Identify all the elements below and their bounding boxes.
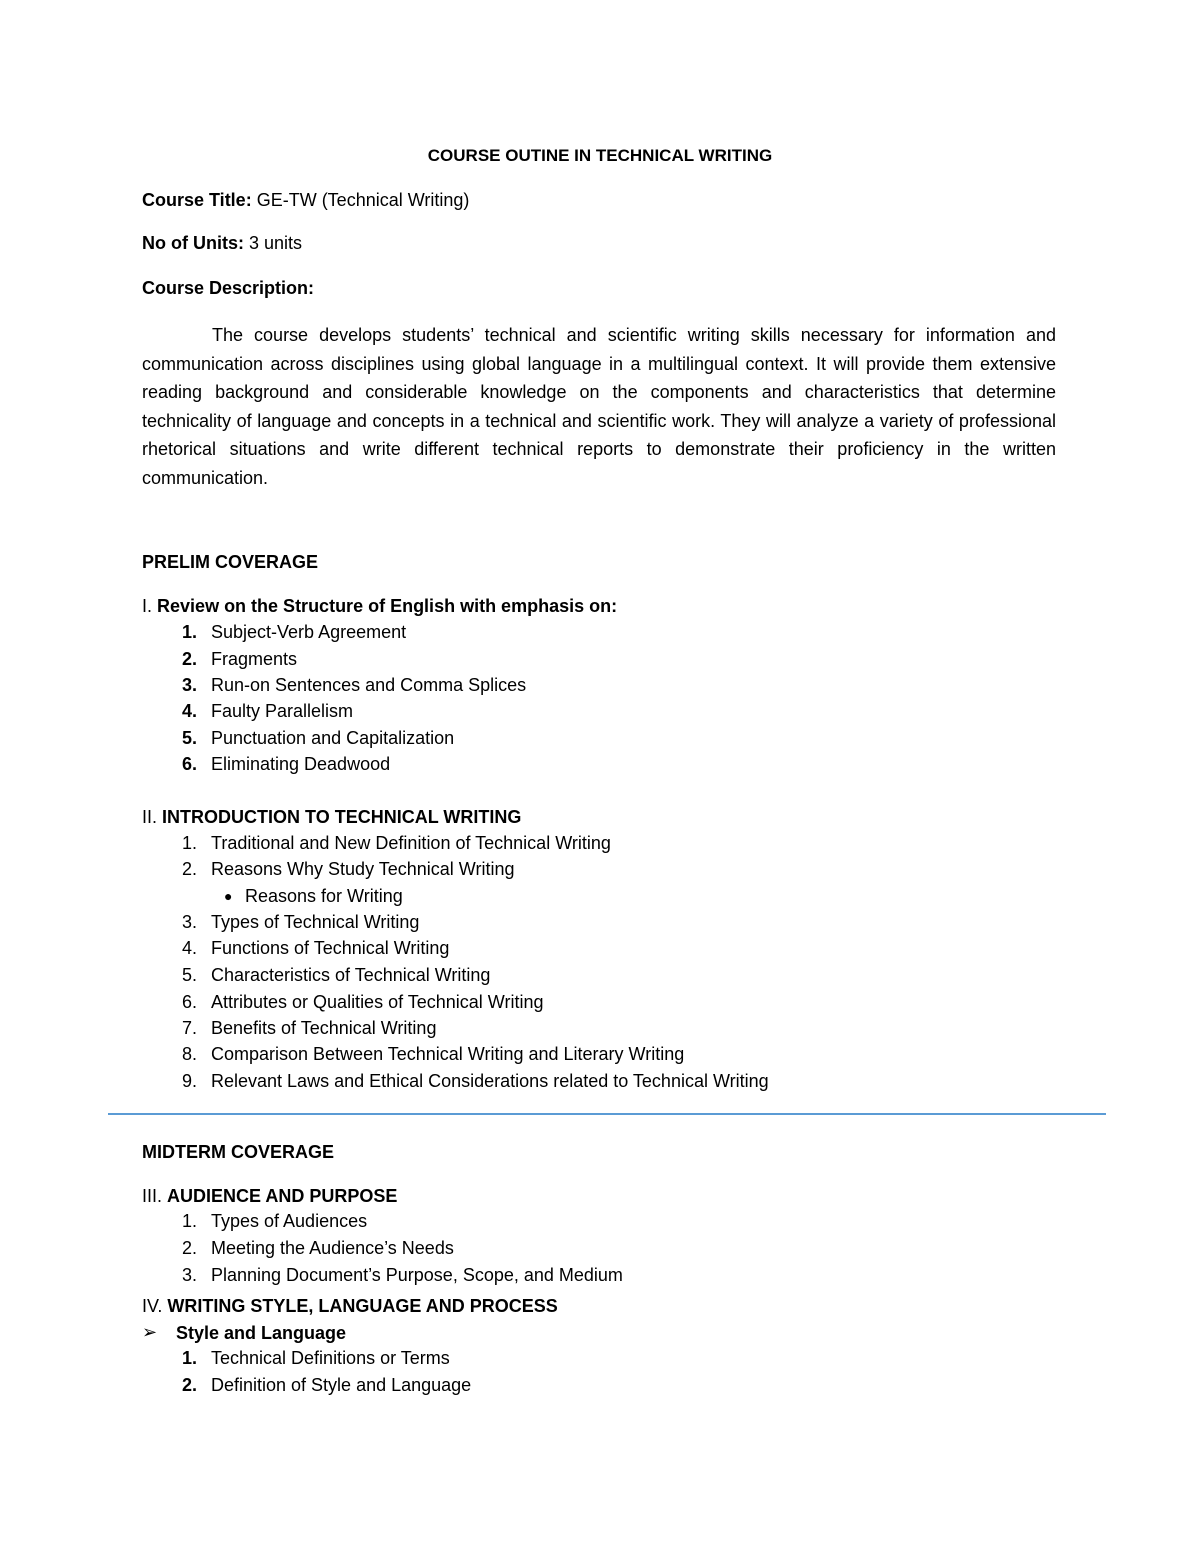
section-4-title: WRITING STYLE, LANGUAGE AND PROCESS <box>167 1296 558 1316</box>
list-item: Comparison Between Technical Writing and Literary Writing <box>211 1044 685 1064</box>
list-number: 1. <box>181 833 197 853</box>
course-title-value: GE-TW (Technical Writing) <box>256 190 470 210</box>
list-number: 9. <box>181 1071 197 1091</box>
section-3-title: AUDIENCE AND PURPOSE <box>167 1186 398 1206</box>
list-item: Characteristics of Technical Writing <box>211 965 491 985</box>
list-item: Definition of Style and Language <box>211 1375 472 1395</box>
list-number: 2. <box>181 649 197 669</box>
list-number: 2. <box>181 1238 197 1258</box>
units-value: 3 units <box>249 233 303 253</box>
list-number: 1. <box>181 1211 197 1231</box>
list-number: 1. <box>181 622 197 642</box>
list-number: 6. <box>181 754 197 774</box>
course-title-line <box>142 190 469 211</box>
section-2-title: INTRODUCTION TO TECHNICAL WRITING <box>162 807 522 827</box>
section-4-heading <box>142 1296 558 1317</box>
bullet-dot-icon: ● <box>224 888 233 904</box>
list-number: 3. <box>181 675 197 695</box>
sub-list-item: Reasons for Writing <box>245 886 403 906</box>
list-item: Punctuation and Capitalization <box>211 728 455 748</box>
list-item: Subject-Verb Agreement <box>211 622 407 642</box>
list-item: Fragments <box>211 649 298 669</box>
page-divider <box>108 1113 1106 1115</box>
arrow-bullet-icon: ➢ <box>142 1322 158 1342</box>
course-description <box>142 321 1056 493</box>
list-item: Technical Definitions or Terms <box>211 1348 450 1368</box>
list-item: Functions of Technical Writing <box>211 938 450 958</box>
list-item: Types of Audiences <box>211 1211 368 1231</box>
section-3-numeral: III. <box>142 1186 163 1206</box>
list-number: 7. <box>181 1018 197 1038</box>
list-number: 5. <box>181 728 197 748</box>
list-item: Planning Document’s Purpose, Scope, and Medium <box>211 1265 623 1285</box>
list-item: Meeting the Audience’s Needs <box>211 1238 454 1258</box>
list-number: 5. <box>181 965 197 985</box>
list-number: 3. <box>181 1265 197 1285</box>
section-2-numeral: II. <box>142 807 158 827</box>
list-item: Run-on Sentences and Comma Splices <box>211 675 527 695</box>
list-number: 8. <box>181 1044 197 1064</box>
list-number: 4. <box>181 938 197 958</box>
list-item: Traditional and New Definition of Technical Writing <box>211 833 611 853</box>
list-number: 1. <box>181 1348 197 1368</box>
section-1-title: Review on the Structure of English with emphasis on: <box>157 596 618 616</box>
course-title-label: Course Title: <box>142 190 252 210</box>
section-1-numeral: I. <box>142 596 153 616</box>
list-item: Faulty Parallelism <box>211 701 354 721</box>
units-label: No of Units: <box>142 233 244 253</box>
units-line <box>142 233 302 254</box>
section-1-heading <box>142 596 617 617</box>
description-text: The course develops students’ technical and scientific writing skills necessary for information and communication across disciplines using global language in a multilingual context. It will provide them extensive reading background and considerable knowledge on the components and characteristics that determine technicality of language and concepts in a technical and scientific work. They will analyze a variety of professional rhetorical situations and write different technical reports to demonstrate their proficiency in the written communication. <box>142 325 1056 488</box>
section-4-numeral: IV. <box>142 1296 163 1316</box>
document-title: COURSE OUTINE IN TECHNICAL WRITING <box>427 146 773 165</box>
list-number: 2. <box>181 859 197 879</box>
list-item: Eliminating Deadwood <box>211 754 391 774</box>
list-item: Attributes or Qualities of Technical Writing <box>211 992 544 1012</box>
list-item: Types of Technical Writing <box>211 912 420 932</box>
list-item: Relevant Laws and Ethical Considerations related to Technical Writing <box>211 1071 769 1091</box>
list-number: 4. <box>181 701 197 721</box>
style-and-language-subheading: Style and Language <box>176 1323 347 1343</box>
midterm-heading: MIDTERM COVERAGE <box>142 1142 335 1162</box>
list-number: 3. <box>181 912 197 932</box>
description-label: Course Description: <box>142 278 315 298</box>
prelim-heading: PRELIM COVERAGE <box>142 552 319 572</box>
section-2-heading <box>142 807 521 828</box>
list-item: Reasons Why Study Technical Writing <box>211 859 515 879</box>
list-item: Benefits of Technical Writing <box>211 1018 437 1038</box>
list-number: 6. <box>181 992 197 1012</box>
section-3-heading <box>142 1186 397 1207</box>
list-number: 2. <box>181 1375 197 1395</box>
